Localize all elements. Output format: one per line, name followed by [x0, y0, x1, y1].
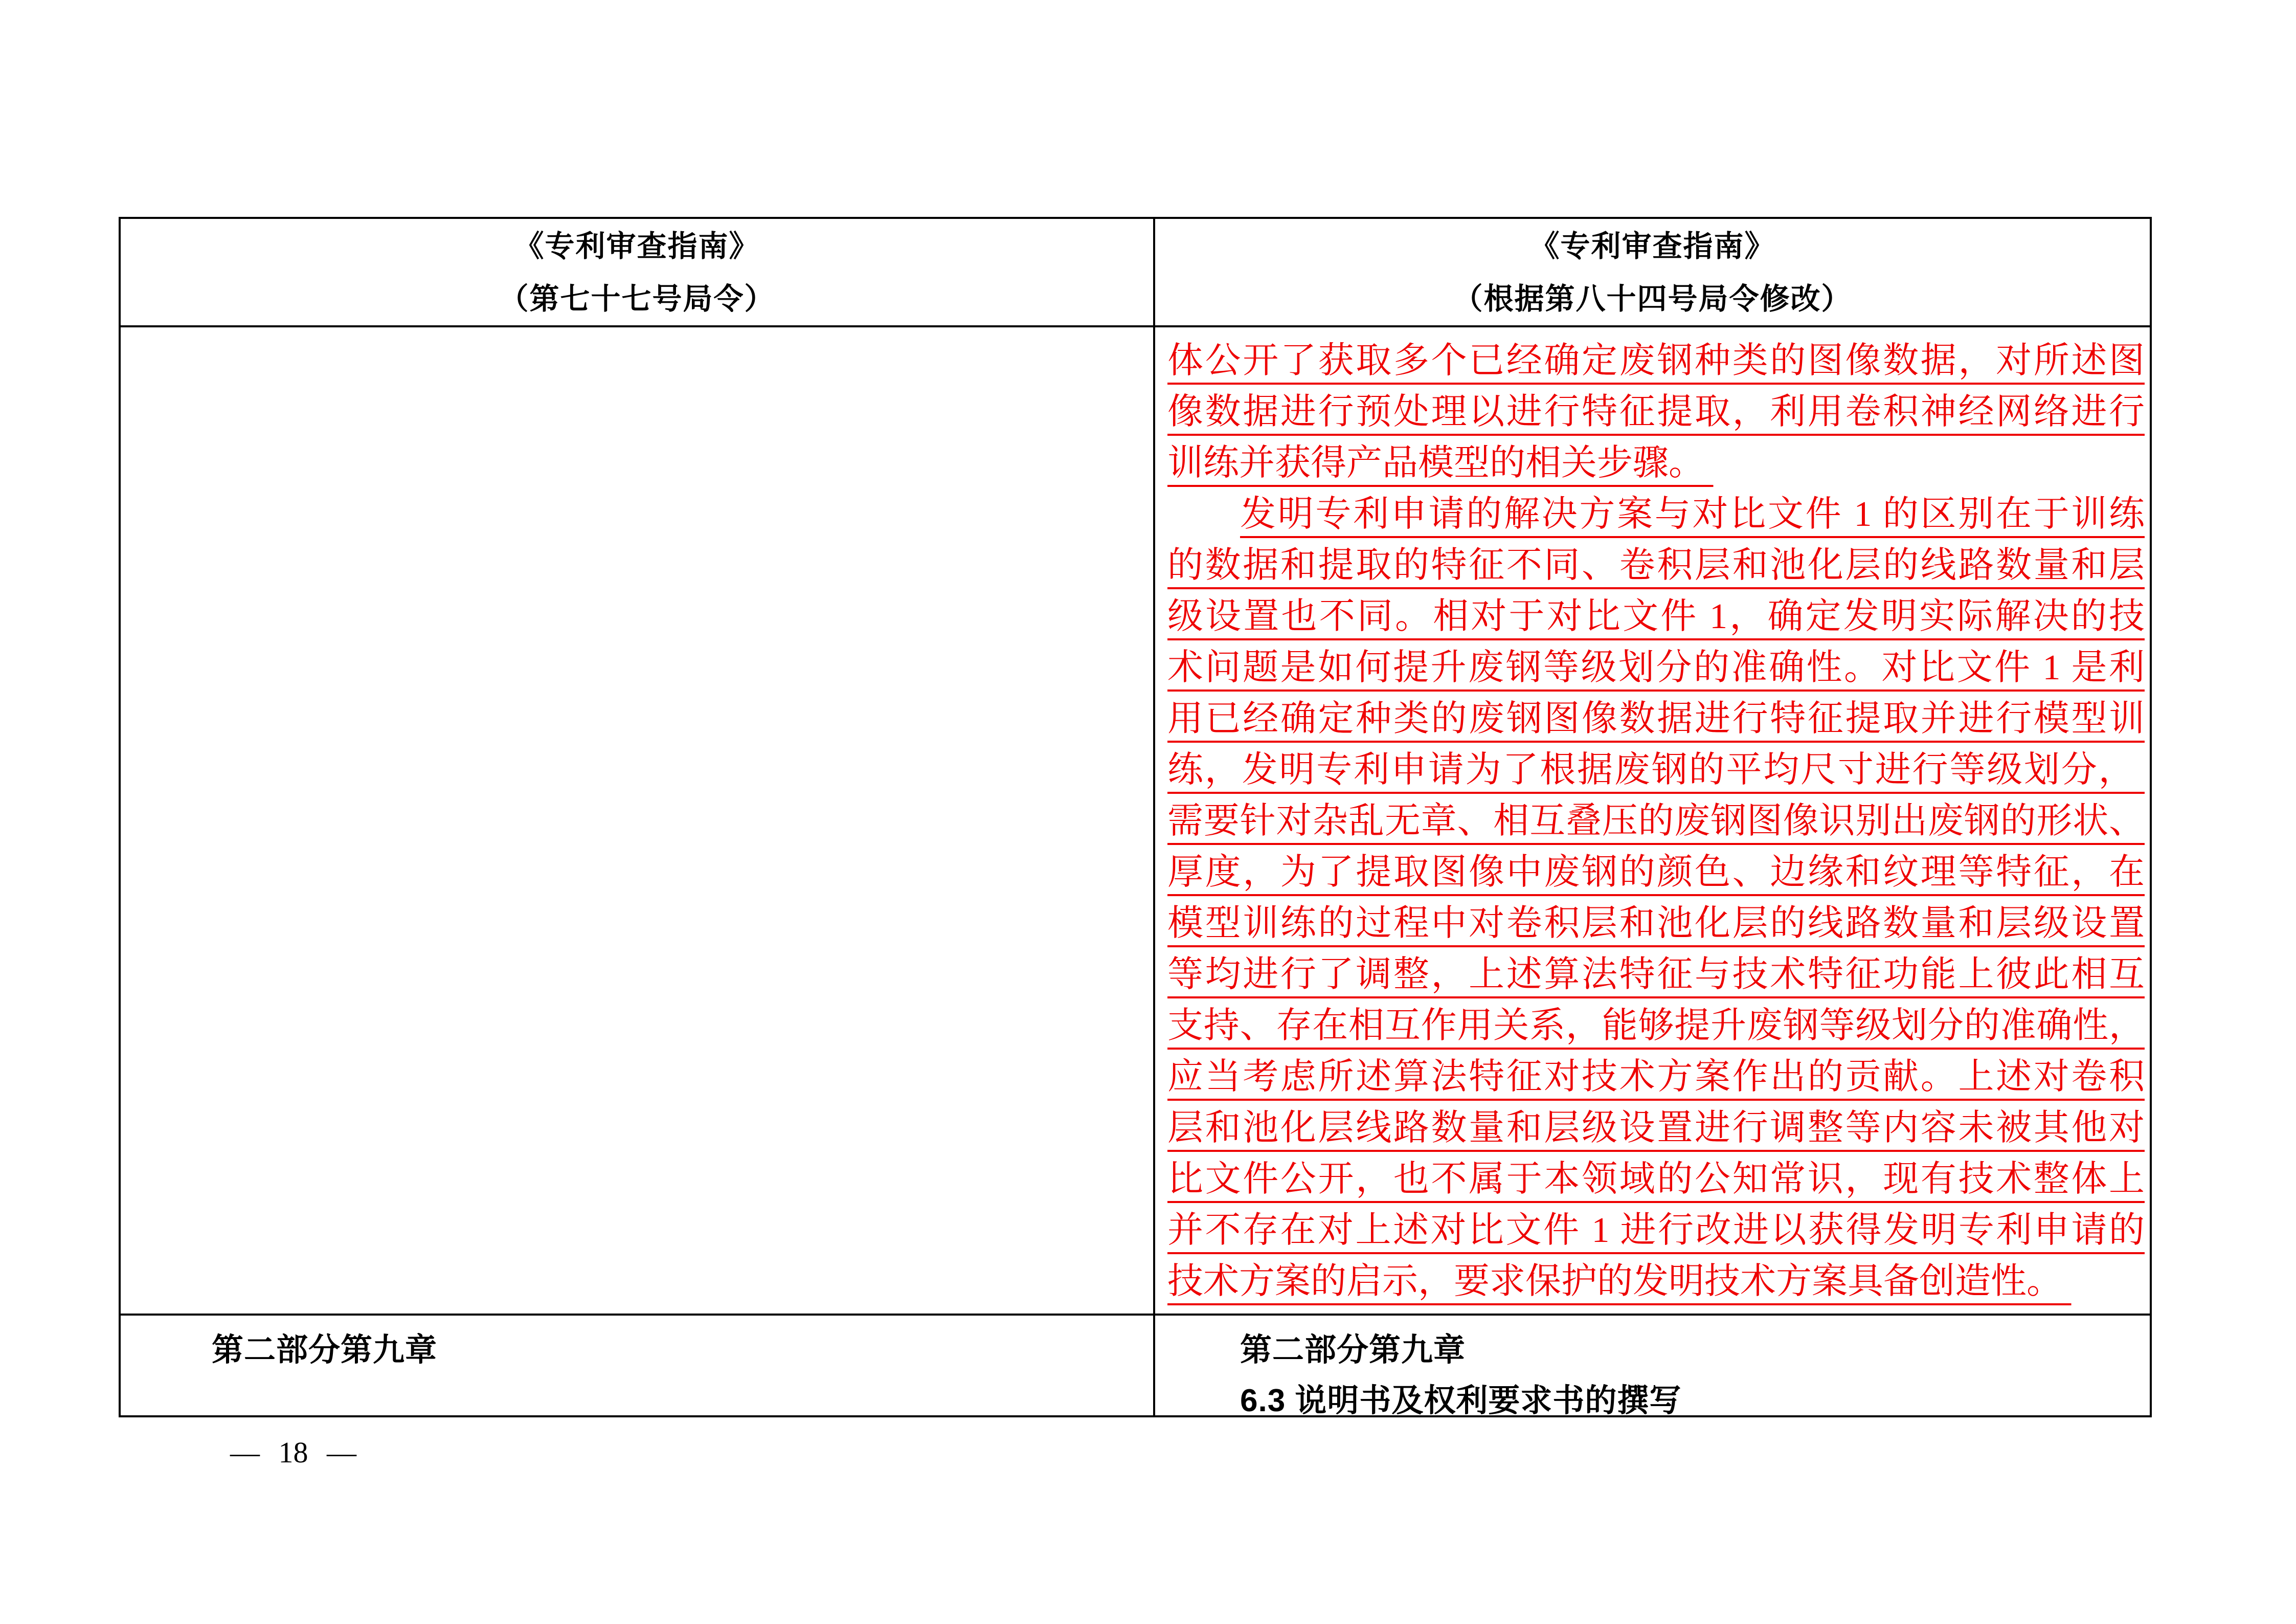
header-cell-new-guidelines	[1155, 219, 2150, 325]
revision-line: 体公开了获取多个已经确定废钢种类的图像数据，对所述图	[1167, 341, 2145, 381]
revision-line: 需要针对杂乱无章、相互叠压的废钢图像识别出废钢的形状、	[1167, 802, 2145, 841]
body-cell-new-revision-text	[1155, 327, 2150, 1314]
revision-line: 比文件公开，也不属于本领域的公知常识，现有技术整体上	[1167, 1160, 2145, 1199]
header-cell-old-guidelines	[121, 219, 1155, 325]
table-header-row	[121, 219, 2150, 327]
revision-line: 等均进行了调整，上述算法特征与技术特征功能上彼此相互	[1167, 955, 2145, 994]
header-old-title: 《专利审查指南》	[514, 230, 760, 263]
section-cell-old	[121, 1316, 1155, 1415]
revision-line: 应当考虑所述算法特征对技术方案作出的贡献。上述对卷积	[1167, 1057, 2145, 1097]
revision-line: 级设置也不同。相对于对比文件 1，确定发明实际解决的技	[1167, 597, 2145, 636]
revision-line: 技术方案的启示，要求保护的发明技术方案具备创造性。	[1167, 1262, 2072, 1301]
header-old-subtitle: （第七十七号局令）	[499, 282, 775, 316]
section-label-new: 第二部分第九章	[1240, 1332, 1466, 1368]
section-sublabel-new: 6.3 说明书及权利要求书的撰写	[1240, 1383, 1682, 1418]
revision-line: 厚度，为了提取图像中废钢的颜色、边缘和纹理等特征，在	[1167, 853, 2145, 892]
table-section-row	[121, 1316, 2150, 1418]
header-new-title: 《专利审查指南》	[1529, 230, 1775, 263]
revision-line: 训练并获得产品模型的相关步骤。	[1167, 443, 1714, 483]
revision-line: 像数据进行预处理以进行特征提取，利用卷积神经网络进行	[1167, 392, 2145, 432]
section-cell-new	[1155, 1316, 2150, 1418]
revision-line: 支持、存在相互作用关系，能够提升废钢等级划分的准确性，	[1167, 1006, 2145, 1045]
section-label-old: 第二部分第九章	[212, 1332, 438, 1368]
page-number: — 18 —	[230, 1436, 356, 1469]
body-cell-old	[121, 327, 1155, 1314]
revision-line: 层和池化层线路数量和层级设置进行调整等内容未被其他对	[1167, 1108, 2145, 1148]
revision-line: 术问题是如何提升废钢等级划分的准确性。对比文件 1 是利	[1167, 648, 2145, 687]
revision-line: 的数据和提取的特征不同、卷积层和池化层的线路数量和层	[1167, 546, 2145, 585]
revision-line: 发明专利申请的解决方案与对比文件 1 的区别在于训练	[1240, 495, 2145, 534]
revision-line: 用已经确定种类的废钢图像数据进行特征提取并进行模型训	[1167, 699, 2145, 739]
table-body-row	[121, 327, 2150, 1316]
revision-line: 模型训练的过程中对卷积层和池化层的线路数量和层级设置	[1167, 904, 2145, 943]
revision-line: 并不存在对上述对比文件 1 进行改进以获得发明专利申请的	[1167, 1211, 2145, 1250]
comparison-table	[119, 217, 2152, 1417]
header-new-subtitle: （根据第八十四号局令修改）	[1453, 282, 1852, 316]
revision-line: 练，发明专利申请为了根据废钢的平均尺寸进行等级划分，	[1167, 750, 2145, 790]
